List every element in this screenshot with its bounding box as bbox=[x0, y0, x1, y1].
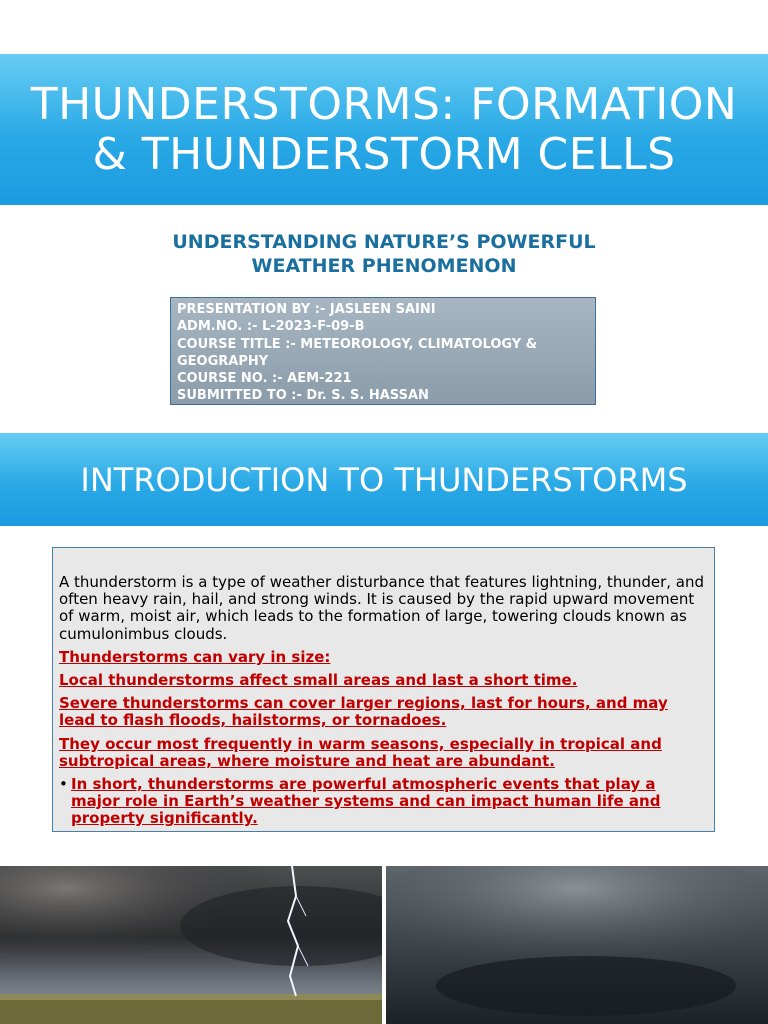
info-course-no: COURSE NO. :- AEM-221 bbox=[177, 371, 352, 387]
highlight-seasons: They occur most frequently in warm seasons, especially in tropical and subtropical areas, where moisture and heat are abundant. bbox=[59, 734, 662, 770]
info-presenter: PRESENTATION BY :- JASLEEN SAINI bbox=[177, 302, 436, 317]
highlight-local: Local thunderstorms affect small areas and last a short time. bbox=[59, 671, 578, 690]
highlight-severe: Severe thunderstorms can cover larger regions, last for hours, and may lead to flash floods, hailstorms, or tornadoes. bbox=[59, 694, 668, 730]
storm-lightning-image bbox=[0, 866, 382, 1024]
storm-clouds-image bbox=[386, 866, 768, 1024]
presentation-title bbox=[31, 80, 738, 180]
intro-heading: INTRODUCTION TO THUNDERSTORMS bbox=[80, 460, 688, 499]
subtitle-line-1: UNDERSTANDING NATURE’S POWERFUL bbox=[172, 231, 596, 253]
info-adm-no: ADM.NO. :- L-2023-F-09-B bbox=[177, 319, 365, 335]
info-course-title: COURSE TITLE :- METEOROLOGY, CLIMATOLOGY & GEOGRAPHY bbox=[177, 336, 538, 369]
subtitle-line-2: WEATHER PHENOMENON bbox=[251, 255, 517, 277]
storm-clouds-photo bbox=[386, 866, 768, 1024]
intro-banner bbox=[0, 433, 768, 526]
summary-bullet bbox=[59, 776, 708, 828]
title-banner bbox=[0, 54, 768, 205]
intro-paragraph: A thunderstorm is a type of weather disturbance that features lightning, thunder, and often heavy rain, hail, and strong winds. It is caused by the rapid upward movement of warm, moist air, which leads to the formation of large, towering clouds known as cumulonimbus clouds. bbox=[59, 573, 705, 643]
highlight-size: Thunderstorms can vary in size: bbox=[59, 647, 331, 666]
intro-content-box bbox=[52, 547, 715, 832]
presenter-info-box bbox=[170, 297, 596, 405]
storm-lightning-photo bbox=[0, 866, 382, 1024]
presentation-subtitle bbox=[0, 230, 768, 278]
summary-bullet-text: In short, thunderstorms are powerful atmospheric events that play a major role in Earth’s weather systems and can impact human life and property significantly. bbox=[71, 775, 661, 828]
title-line-1: THUNDERSTORMS: FORMATION bbox=[30, 78, 738, 130]
title-line-2: & THUNDERSTORM CELLS bbox=[92, 128, 676, 180]
info-submitted-to: SUBMITTED TO :- Dr. S. S. HASSAN bbox=[177, 388, 429, 404]
bullet-dot-icon: • bbox=[59, 775, 68, 794]
